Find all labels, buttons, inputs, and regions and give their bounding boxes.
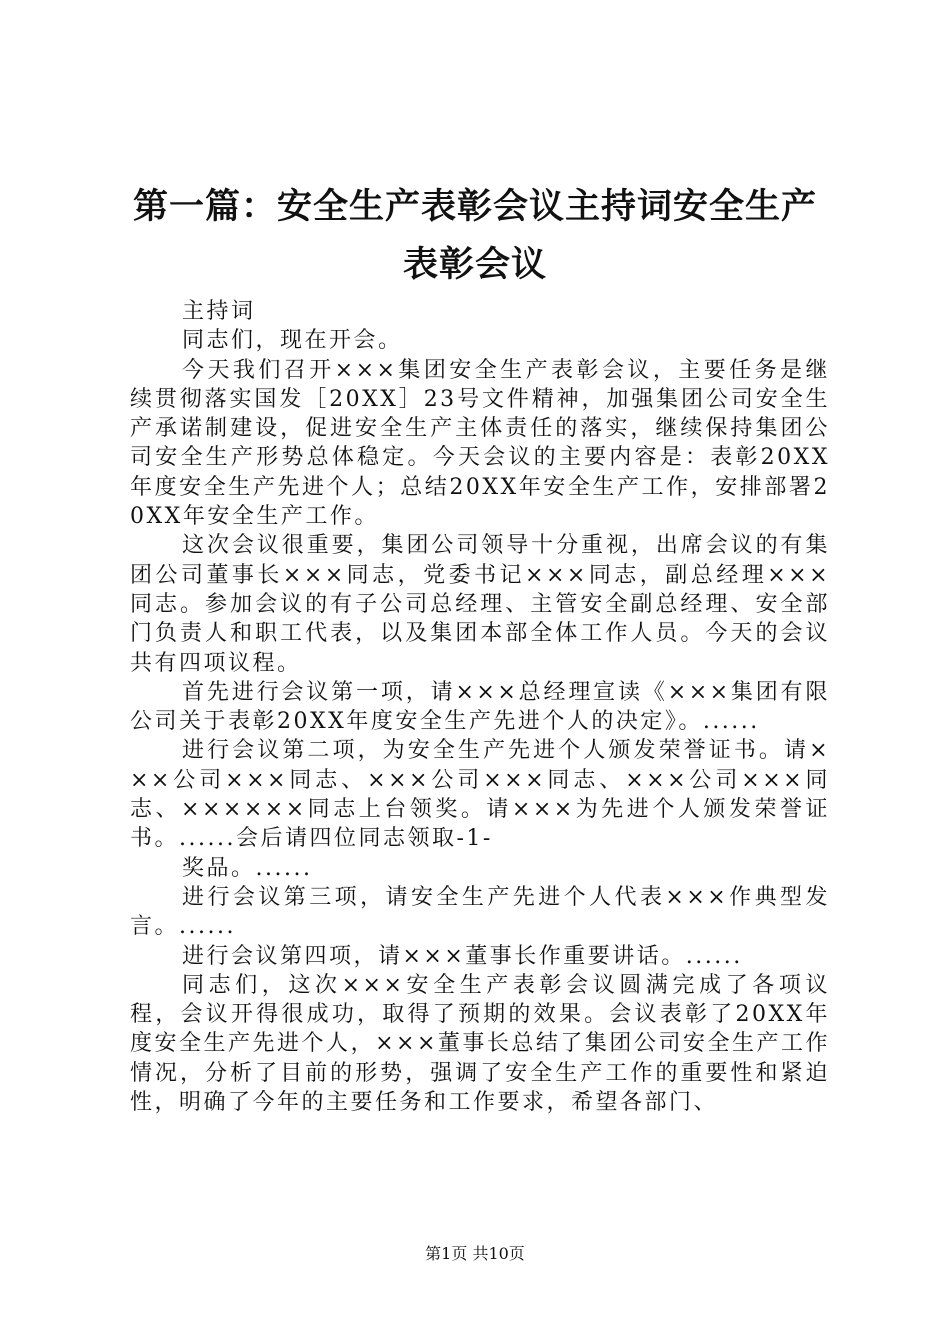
paragraph-meeting-purpose: 今天我们召开×××集团安全生产表彰会议，主要任务是继续贯彻落实国发［20XX］23号文件精神，加强集团公司安全生产承诺制建设，促进安全生产主体责任的落实，继续保持集团公司安全生产形势总体稳定。今天会议的主要内容是：表彰20XX年度安全生产先进个人；总结20XX年安全生产工作，安排部署20XX年安全生产工作。 [130,357,830,530]
document-body [130,297,830,1117]
paragraph-agenda-item-2: 进行会议第二项，为安全生产先进个人颁发荣誉证书。请×××公司×××同志、×××公司×××同志、×××公司×××同志、××××××同志上台领奖。请×××为先进个人颁发荣誉证书。......会后请四位同志领取-1- [130,738,830,852]
paragraph-agenda-item-3: 进行会议第三项，请安全生产先进个人代表×××作典型发言。...... [130,884,830,940]
paragraph-heading-host-speech: 主持词 [182,299,256,324]
paragraph-agenda-item-1: 首先进行会议第一项，请×××总经理宣读《×××集团有限公司关于表彰20XX年度安全生产先进个人的决定》。...... [130,679,830,735]
paragraph-opening: 同志们，现在开会。 [182,328,403,354]
page-footer: 第1页 共10页 [425,1244,525,1263]
paragraph-closing: 同志们，这次×××安全生产表彰会议圆满完成了各项议程，会议开得很成功，取得了预期的效果。会议表彰了20XX年度安全生产先进个人，×××董事长总结了集团公司安全生产工作情况，分析了目前的形势，强调了安全生产工作的重要性和紧迫性，明确了今年的主要任务和工作要求，希望各部门、 [130,972,830,1116]
document-title: 第一篇：安全生产表彰会议主持词安全生产表彰会议 [132,187,817,285]
paragraph-prizes: 奖品。...... [182,855,313,881]
paragraph-agenda-item-4: 进行会议第四项，请×××董事长作重要讲话。...... [182,943,743,969]
paragraph-attendees: 这次会议很重要，集团公司领导十分重视，出席会议的有集团公司董事长×××同志，党委书记×××同志，副总经理×××同志。参加会议的有子公司总经理、主管安全副总经理、安全部门负责人和职工代表，以及集团本部全体工作人员。今天的会议共有四项议程。 [130,533,830,676]
